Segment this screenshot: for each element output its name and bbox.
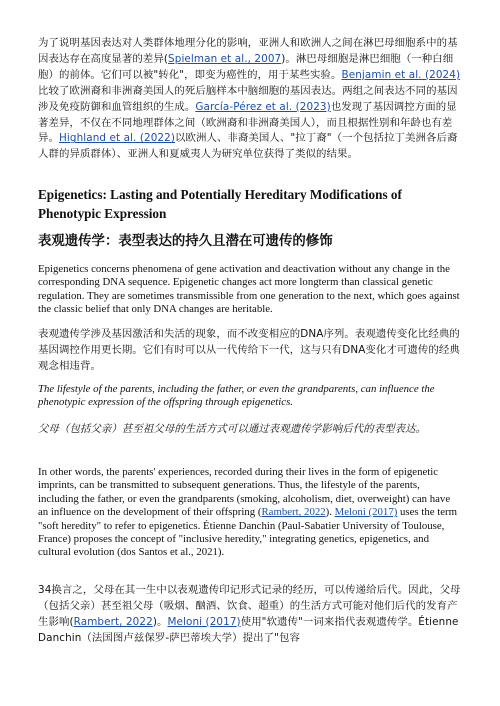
text: 比较了欧洲裔和非洲裔美国人的死后脑样本中脑细胞的基因表达。两组之间表达不同的基因涉及免疫防御和血管组织的生成。 — [38, 84, 458, 113]
paragraph-zh-epigenetics-definition: 表观遗传学涉及基因激活和失活的现象，而不改变相应的DNA序列。表观遗传变化比经典的基因调控作用更长期。它们有时可以从一代传给下一代，这与只有DNA变化才可遗传的经典观念相违背。 — [38, 328, 460, 372]
paragraph-zh-gene-expression — [38, 36, 462, 163]
paragraph-en-epigenetics-definition: Epigenetics concerns phenomena of gene activation and deactivation without any change in the corresponding DNA sequence. Epigenetic changes act more longterm than classical genetic regulation. They are sometimes transmissible from one generation to the next, which goes against the classic belief that only DNA changes are heritable. — [38, 263, 460, 316]
citation-link-spielman[interactable]: Spielman et al., 2007 — [168, 52, 282, 65]
citation-link-highland[interactable]: Highland et al. (2022) — [58, 132, 175, 145]
section-heading-en: Epigenetics: Lasting and Potentially Hereditary Modifications of Phenotypic Expression — [38, 187, 402, 221]
paragraph-zh-inheritance — [38, 583, 462, 647]
section-heading-zh: 表观遗传学：表型表达的持久且潜在可遗传的修饰 — [38, 234, 333, 249]
citation-link-rambert-zh[interactable]: Rambert, 2022 — [73, 615, 153, 628]
text: 使用"软遗传"一词来指代表观遗传学。Étienne Danchin（法国图卢兹保罗-萨巴蒂埃大学）提出了"包容 — [38, 615, 459, 644]
text: )。淋巴母细胞是淋巴细胞（一种白细胞）的前体。它们可以被"转化"，即变为癌性的，用于某些实验。 — [38, 52, 454, 81]
text: )。 — [152, 615, 168, 628]
text: 为了说明基因表达对人类群体地理分化的影响，亚洲人和欧洲人之间在淋巴母细胞系中的基因表达存在高度显著的差异( — [38, 37, 458, 65]
text: uses the term "soft heredity" to refer to epigenetics. Étienne Danchin (Paul-Sabatier University of Toulouse, France) proposes the concept of "inclusive heredity," integrating genetics, epigenetics, and cultural evolution (dos Santos et al., 2021). — [38, 506, 457, 559]
text: ). — [325, 506, 335, 519]
citation-link-rambert[interactable]: Rambert, 2022 — [261, 506, 326, 519]
text: 也发现了基因调控方面的显著差异，不仅在不同地理群体之间（欧洲裔和非洲裔美国人），而且根据性别和年龄也有差异。 — [38, 100, 457, 145]
citation-link-meloni-zh[interactable]: Meloni (2017) — [167, 615, 241, 628]
quote-zh-lifestyle: 父母（包括父亲）甚至祖父母的生活方式可以通过表观遗传学影响后代的表型表达。 — [38, 423, 427, 435]
text: In other words, the parents' experiences, recorded during their lives in the form of epigenetic imprints, can be transmitted to subsequent generations. Thus, the lifestyle of the parents, including the father, or even the grandparents (smoking, alcoholism, diet, overweight) can have an influence on the development of their offspring ( — [38, 466, 451, 519]
quote-en-lifestyle: The lifestyle of the parents, including the father, or even the grandparents, can influence the phenotypic expression of the offspring through epigenetics. — [38, 383, 435, 409]
citation-link-meloni[interactable]: Meloni (2017) — [334, 506, 398, 519]
text: 34换言之，父母在其一生中以表观遗传印记形式记录的经历，可以传递给后代。因此，父母（包括父亲）甚至祖父母（吸烟、酗酒、饮食、超重）的生活方式可能对他们后代的发育产生影响( — [38, 584, 461, 628]
citation-link-benjamin[interactable]: Benjamin et al. (2024) — [341, 68, 461, 81]
text: 以欧洲人、非裔美国人、"拉丁裔"（一个包括拉丁美洲各后裔人群的异质群体）、亚洲人和夏威夷人为研究单位获得了类似的结果。 — [38, 132, 458, 161]
paragraph-en-inheritance — [38, 466, 462, 560]
citation-link-garcia-perez[interactable]: García-Pérez et al. (2023) — [195, 100, 331, 113]
